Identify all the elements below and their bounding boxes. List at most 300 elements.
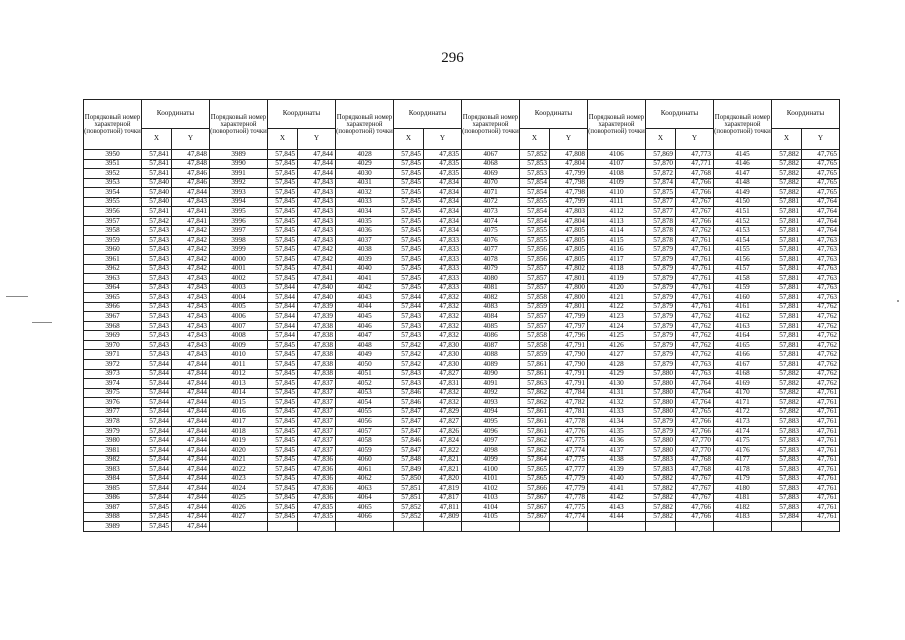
coord-y: 47,841 [298, 274, 336, 284]
point-number: 4004 [210, 293, 268, 303]
table-header [84, 100, 840, 150]
coord-y: 47,781 [550, 407, 588, 417]
coord-y [676, 522, 714, 532]
point-number: 3984 [84, 474, 142, 484]
coord-y: 47,844 [172, 493, 210, 503]
scan-dot [897, 300, 899, 302]
coord-y: 47,833 [424, 264, 462, 274]
coord-y: 47,805 [550, 226, 588, 236]
coord-y: 47,843 [298, 226, 336, 236]
coord-y: 47,844 [298, 150, 336, 160]
point-number: 4172 [714, 407, 772, 417]
point-number: 3986 [84, 493, 142, 503]
coord-x: 57,840 [142, 178, 172, 188]
coord-y: 47,843 [298, 178, 336, 188]
point-number: 4140 [588, 474, 646, 484]
coord-y: 47,844 [172, 503, 210, 513]
coord-x: 57,843 [142, 293, 172, 303]
coord-x: 57,844 [142, 484, 172, 494]
coord-y: 47,842 [298, 245, 336, 255]
coord-x: 57,845 [268, 245, 298, 255]
coord-x: 57,845 [268, 274, 298, 284]
coord-x: 57,844 [142, 407, 172, 417]
coord-x: 57,845 [394, 216, 424, 226]
coord-y: 47,844 [172, 455, 210, 465]
coord-x: 57,864 [520, 455, 550, 465]
point-number: 4064 [336, 493, 394, 503]
point-number: 4003 [210, 283, 268, 293]
point-number: 4180 [714, 484, 772, 494]
coord-x: 57,881 [772, 321, 802, 331]
coord-x: 57,883 [772, 493, 802, 503]
coord-x: 57,845 [268, 207, 298, 217]
coord-y: 47,836 [298, 465, 336, 475]
coord-y: 47,761 [802, 512, 840, 522]
coord-y: 47,761 [676, 255, 714, 265]
point-number: 4010 [210, 350, 268, 360]
coord-x: 57,883 [772, 426, 802, 436]
point-number: 4100 [462, 465, 520, 475]
coord-y: 47,767 [676, 484, 714, 494]
point-number: 4093 [462, 398, 520, 408]
coord-y: 47,763 [802, 245, 840, 255]
coord-y: 47,837 [298, 407, 336, 417]
coord-x: 57,845 [268, 445, 298, 455]
coord-y: 47,763 [802, 255, 840, 265]
point-number: 4153 [714, 226, 772, 236]
header-coordinates: Координаты [142, 100, 210, 129]
point-number: 4130 [588, 379, 646, 389]
point-number: 3985 [84, 484, 142, 494]
coord-y: 47,765 [802, 188, 840, 198]
table-row [84, 455, 840, 465]
point-number: 4152 [714, 216, 772, 226]
point-number: 4014 [210, 388, 268, 398]
point-number: 4091 [462, 379, 520, 389]
table-row [84, 264, 840, 274]
coord-y: 47,831 [424, 379, 462, 389]
coord-x: 57,845 [268, 178, 298, 188]
coord-x: 57,878 [646, 226, 676, 236]
coord-y: 47,827 [424, 369, 462, 379]
point-number: 3999 [210, 245, 268, 255]
coord-x: 57,845 [268, 407, 298, 417]
point-number: 3981 [84, 445, 142, 455]
coord-y: 47,843 [298, 197, 336, 207]
coord-x: 57,851 [394, 484, 424, 494]
coord-x: 57,843 [142, 235, 172, 245]
coord-x: 57,857 [520, 312, 550, 322]
point-number: 3989 [210, 150, 268, 160]
coord-x: 57,843 [142, 245, 172, 255]
coord-x: 57,845 [394, 245, 424, 255]
point-number: 4161 [714, 302, 772, 312]
point-number: 4080 [462, 274, 520, 284]
coord-x: 57,861 [520, 426, 550, 436]
coord-x: 57,881 [772, 274, 802, 284]
table-row [84, 388, 840, 398]
coord-y: 47,762 [676, 312, 714, 322]
coord-x: 57,844 [142, 417, 172, 427]
coord-y: 47,832 [424, 331, 462, 341]
point-number: 3970 [84, 340, 142, 350]
coord-y: 47,777 [550, 465, 588, 475]
coord-x: 57,877 [646, 207, 676, 217]
coord-y: 47,799 [550, 312, 588, 322]
coord-y: 47,837 [298, 388, 336, 398]
coord-y: 47,844 [172, 188, 210, 198]
header-y: Y [298, 129, 336, 150]
coord-y: 47,761 [676, 293, 714, 303]
point-number: 4163 [714, 321, 772, 331]
point-number: 3998 [210, 235, 268, 245]
header-point-number: Порядковый номер характерной (поворотной) точки [336, 100, 394, 150]
point-number: 4067 [462, 150, 520, 160]
coord-x: 57,847 [394, 445, 424, 455]
coord-x: 57,844 [142, 436, 172, 446]
coord-x: 57,879 [646, 426, 676, 436]
coord-x: 57,840 [142, 188, 172, 198]
coord-y: 47,840 [298, 293, 336, 303]
page-number: 296 [441, 50, 464, 66]
coord-y: 47,843 [298, 207, 336, 217]
coord-x: 57,845 [268, 235, 298, 245]
coord-y: 47,842 [172, 264, 210, 274]
coord-y: 47,843 [172, 283, 210, 293]
coord-x: 57,845 [394, 159, 424, 169]
point-number: 4178 [714, 465, 772, 475]
point-number: 3972 [84, 360, 142, 370]
coord-y: 47,761 [802, 398, 840, 408]
coord-y: 47,805 [550, 245, 588, 255]
table-row [84, 503, 840, 513]
scan-mark [6, 296, 28, 297]
coord-y: 47,778 [550, 417, 588, 427]
point-number: 4040 [336, 264, 394, 274]
point-number: 4045 [336, 312, 394, 322]
coord-y: 47,844 [298, 159, 336, 169]
coord-x: 57,841 [142, 169, 172, 179]
coord-y: 47,809 [424, 512, 462, 522]
coord-y: 47,805 [550, 255, 588, 265]
coord-y: 47,819 [424, 484, 462, 494]
coord-x: 57,866 [520, 484, 550, 494]
coord-y [298, 522, 336, 532]
point-number: 4070 [462, 178, 520, 188]
point-number: 3951 [84, 159, 142, 169]
header-point-number: Порядковый номер характерной (поворотной) точки [210, 100, 268, 150]
point-number: 4061 [336, 465, 394, 475]
point-number: 4048 [336, 340, 394, 350]
coord-y: 47,811 [424, 503, 462, 513]
table-row [84, 465, 840, 475]
point-number: 4084 [462, 312, 520, 322]
table-row [84, 445, 840, 455]
coord-x: 57,845 [268, 264, 298, 274]
point-number: 4034 [336, 207, 394, 217]
point-number: 4074 [462, 216, 520, 226]
point-number: 4105 [462, 512, 520, 522]
coord-y: 47,763 [676, 369, 714, 379]
coord-y: 47,800 [550, 283, 588, 293]
coord-x: 57,865 [520, 465, 550, 475]
point-number: 3994 [210, 197, 268, 207]
point-number: 4132 [588, 398, 646, 408]
coord-y: 47,762 [676, 340, 714, 350]
header-point-number: Порядковый номер характерной (поворотной) точки [84, 100, 142, 150]
header-x: X [772, 129, 802, 150]
coord-y: 47,765 [802, 178, 840, 188]
coord-x: 57,844 [268, 312, 298, 322]
coord-y: 47,842 [172, 235, 210, 245]
coord-x: 57,845 [268, 226, 298, 236]
coord-y: 47,844 [172, 417, 210, 427]
point-number: 4157 [714, 264, 772, 274]
coord-y: 47,843 [172, 350, 210, 360]
coord-y: 47,762 [676, 321, 714, 331]
coord-y: 47,765 [802, 150, 840, 160]
coord-y: 47,848 [172, 159, 210, 169]
point-number: 4000 [210, 255, 268, 265]
coord-x: 57,881 [772, 312, 802, 322]
header-point-number: Порядковый номер характерной (поворотной) точки [714, 100, 772, 150]
coord-x: 57,845 [394, 255, 424, 265]
coord-y: 47,844 [172, 398, 210, 408]
point-number: 3971 [84, 350, 142, 360]
coord-x: 57,880 [646, 436, 676, 446]
coord-x: 57,843 [394, 331, 424, 341]
point-number: 4137 [588, 445, 646, 455]
coord-y: 47,838 [298, 360, 336, 370]
coord-y: 47,804 [550, 216, 588, 226]
coord-y: 47,761 [802, 388, 840, 398]
coord-y: 47,800 [550, 293, 588, 303]
point-number: 4090 [462, 369, 520, 379]
coord-y: 47,833 [424, 274, 462, 284]
coord-y: 47,763 [802, 274, 840, 284]
table-row [84, 274, 840, 284]
point-number: 4017 [210, 417, 268, 427]
coord-x: 57,872 [646, 169, 676, 179]
table-row [84, 369, 840, 379]
point-number: 3965 [84, 293, 142, 303]
header-point-number: Порядковый номер характерной (поворотной) точки [588, 100, 646, 150]
coord-x: 57,879 [646, 312, 676, 322]
coord-x: 57,845 [268, 350, 298, 360]
point-number: 4022 [210, 465, 268, 475]
coord-x: 57,878 [646, 216, 676, 226]
header-coordinates: Координаты [268, 100, 336, 129]
coord-x: 57,858 [520, 293, 550, 303]
point-number: 4099 [462, 455, 520, 465]
point-number: 3975 [84, 388, 142, 398]
header-coordinates: Координаты [646, 100, 714, 129]
point-number: 4013 [210, 379, 268, 389]
coord-y: 47,844 [172, 512, 210, 522]
coord-y: 47,843 [298, 216, 336, 226]
point-number: 4033 [336, 197, 394, 207]
coord-y: 47,761 [676, 274, 714, 284]
table-row [84, 169, 840, 179]
coord-y: 47,764 [802, 207, 840, 217]
coord-y: 47,768 [676, 169, 714, 179]
coord-x: 57,842 [394, 340, 424, 350]
coord-y: 47,761 [802, 417, 840, 427]
table-row [84, 426, 840, 436]
point-number: 3991 [210, 169, 268, 179]
coord-x [268, 522, 298, 532]
coord-y: 47,836 [298, 493, 336, 503]
coord-x: 57,844 [142, 426, 172, 436]
coord-x [520, 522, 550, 532]
table-row [84, 178, 840, 188]
point-number: 4026 [210, 503, 268, 513]
header-x: X [520, 129, 550, 150]
table-row [84, 302, 840, 312]
table-row [84, 436, 840, 446]
table-row [84, 159, 840, 169]
coord-x: 57,853 [520, 169, 550, 179]
coord-x: 57,844 [142, 398, 172, 408]
coord-x: 57,842 [142, 216, 172, 226]
coord-y: 47,761 [802, 503, 840, 513]
point-number: 4087 [462, 340, 520, 350]
coord-x: 57,882 [772, 188, 802, 198]
table-row [84, 235, 840, 245]
coord-y: 47,844 [172, 426, 210, 436]
coord-x: 57,846 [394, 388, 424, 398]
coord-y: 47,834 [424, 226, 462, 236]
coord-x: 57,879 [646, 340, 676, 350]
coord-y: 47,770 [676, 436, 714, 446]
coord-y: 47,844 [172, 445, 210, 455]
coord-y: 47,844 [172, 436, 210, 446]
coord-y: 47,820 [424, 474, 462, 484]
coord-x: 57,881 [772, 283, 802, 293]
table-row [84, 484, 840, 494]
coord-y: 47,838 [298, 321, 336, 331]
coord-y: 47,821 [424, 465, 462, 475]
coord-x: 57,845 [394, 226, 424, 236]
coord-x: 57,845 [142, 503, 172, 513]
coord-y: 47,838 [298, 340, 336, 350]
point-number [588, 522, 646, 532]
coord-x: 57,883 [772, 503, 802, 513]
point-number: 4124 [588, 321, 646, 331]
coord-x: 57,854 [520, 178, 550, 188]
coord-x: 57,881 [772, 255, 802, 265]
coord-x: 57,845 [394, 274, 424, 284]
point-number: 4060 [336, 455, 394, 465]
point-number: 3957 [84, 216, 142, 226]
coord-x: 57,842 [394, 350, 424, 360]
coord-x: 57,844 [142, 465, 172, 475]
table-row [84, 350, 840, 360]
table-row [84, 216, 840, 226]
point-number: 4029 [336, 159, 394, 169]
coord-y: 47,821 [424, 455, 462, 465]
coord-x: 57,882 [772, 398, 802, 408]
coord-y: 47,802 [550, 264, 588, 274]
point-number: 4047 [336, 331, 394, 341]
coord-y: 47,844 [172, 360, 210, 370]
point-number: 4085 [462, 321, 520, 331]
coord-y: 47,761 [802, 474, 840, 484]
coord-y: 47,830 [424, 350, 462, 360]
coord-x: 57,881 [772, 264, 802, 274]
coord-x: 57,843 [142, 255, 172, 265]
header-coordinates: Координаты [772, 100, 840, 129]
coord-y [424, 522, 462, 532]
coord-x: 57,849 [394, 465, 424, 475]
point-number: 4120 [588, 283, 646, 293]
coord-y [550, 522, 588, 532]
point-number: 4150 [714, 197, 772, 207]
coord-x: 57,882 [772, 169, 802, 179]
table-row [84, 407, 840, 417]
coord-y: 47,775 [550, 455, 588, 465]
coord-x: 57,843 [394, 321, 424, 331]
coord-y: 47,775 [550, 436, 588, 446]
coord-y [802, 522, 840, 532]
coord-y: 47,765 [676, 407, 714, 417]
coord-x: 57,882 [646, 474, 676, 484]
point-number: 4111 [588, 197, 646, 207]
coord-y: 47,835 [424, 159, 462, 169]
coord-y: 47,762 [676, 350, 714, 360]
coord-x: 57,869 [646, 150, 676, 160]
coord-x: 57,845 [268, 388, 298, 398]
coord-x: 57,879 [646, 283, 676, 293]
point-number: 3969 [84, 331, 142, 341]
coord-x: 57,844 [142, 474, 172, 484]
coord-x: 57,850 [394, 474, 424, 484]
coord-y: 47,804 [550, 159, 588, 169]
coord-y: 47,842 [298, 255, 336, 265]
coord-x: 57,862 [520, 445, 550, 455]
point-number: 4179 [714, 474, 772, 484]
coord-y: 47,761 [676, 245, 714, 255]
point-number [714, 522, 772, 532]
coord-x: 57,867 [520, 493, 550, 503]
coord-y: 47,799 [550, 169, 588, 179]
coord-x: 57,881 [772, 235, 802, 245]
point-number: 4136 [588, 436, 646, 446]
point-number: 4133 [588, 407, 646, 417]
coord-x: 57,881 [772, 226, 802, 236]
coord-x: 57,857 [520, 283, 550, 293]
coord-x: 57,861 [520, 407, 550, 417]
point-number: 4114 [588, 226, 646, 236]
point-number: 4035 [336, 216, 394, 226]
point-number: 3992 [210, 178, 268, 188]
coord-y: 47,841 [298, 264, 336, 274]
point-number: 4078 [462, 255, 520, 265]
coord-y: 47,844 [172, 484, 210, 494]
coord-x: 57,852 [394, 512, 424, 522]
coord-y: 47,839 [298, 312, 336, 322]
point-number: 3997 [210, 226, 268, 236]
point-number: 4128 [588, 360, 646, 370]
point-number: 4123 [588, 312, 646, 322]
coord-y: 47,835 [424, 169, 462, 179]
point-number: 4023 [210, 474, 268, 484]
coord-y: 47,766 [676, 426, 714, 436]
coord-y: 47,766 [676, 188, 714, 198]
point-number: 4039 [336, 255, 394, 265]
point-number: 4021 [210, 455, 268, 465]
point-number: 4144 [588, 512, 646, 522]
